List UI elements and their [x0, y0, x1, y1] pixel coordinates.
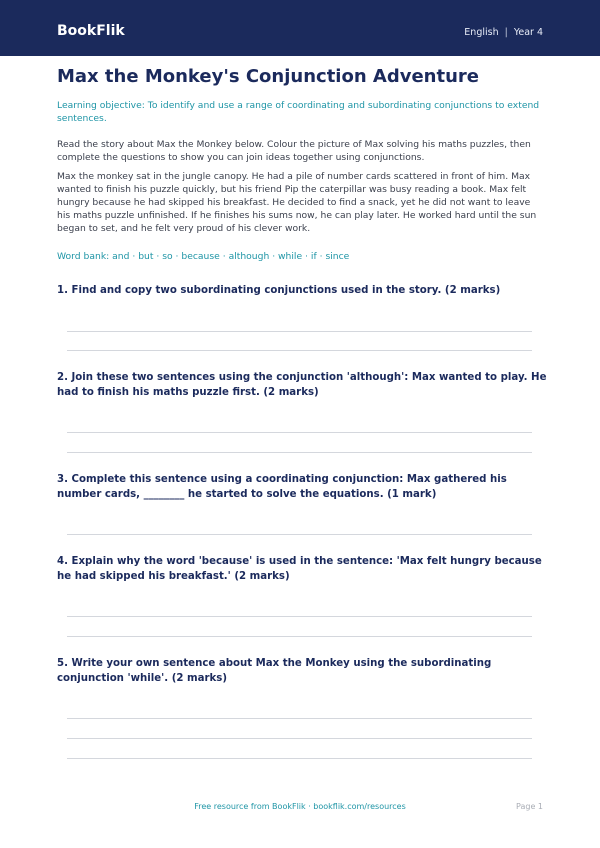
question-2: 2. Join these two sentences using the conjunction 'although': Max wanted to play. He had to finish his maths puzzle first. (2 marks) — [57, 372, 547, 398]
year-label: Year 4 — [513, 27, 543, 38]
brand-logo-text[interactable]: BookFlik — [57, 23, 125, 39]
page-title: Max the Monkey's Conjunction Adventure — [57, 66, 479, 87]
answer-line[interactable] — [67, 534, 532, 535]
instructions-text: Read the story about Max the Monkey below. Colour the picture of Max solving his maths puzzles, then complete the questions to show you can join ideas together using conjunctions. — [57, 139, 531, 163]
page-number: Page 1 — [516, 802, 543, 811]
answer-line[interactable] — [67, 331, 532, 332]
answer-line[interactable] — [67, 350, 532, 351]
answer-line[interactable] — [67, 636, 532, 637]
learning-objective: Learning objective: To identify and use a range of coordinating and subordinating conjunctions to extend sentences. — [57, 100, 540, 124]
question-1: 1. Find and copy two subordinating conjunctions used in the story. (2 marks) — [57, 285, 501, 296]
answer-line[interactable] — [67, 432, 532, 433]
answer-line[interactable] — [67, 616, 532, 617]
footer-resource-link[interactable]: Free resource from BookFlik · bookflik.com/resources — [194, 802, 406, 811]
word-bank: Word bank: and · but · so · because · although · while · if · since — [57, 251, 350, 262]
header-bar — [0, 0, 600, 56]
question-3: 3. Complete this sentence using a coordinating conjunction: Max gathered his number cards, ________ he started to solve the equations. (1 mark) — [57, 474, 507, 500]
meta-separator: | — [504, 27, 508, 38]
answer-line[interactable] — [67, 452, 532, 453]
question-5: 5. Write your own sentence about Max the Monkey using the subordinating conjunction 'while'. (2 marks) — [57, 658, 492, 684]
subject-meta — [464, 27, 543, 38]
answer-line[interactable] — [67, 718, 532, 719]
answer-line[interactable] — [67, 738, 532, 739]
subject-label: English — [464, 27, 499, 38]
question-4: 4. Explain why the word 'because' is used in the sentence: 'Max felt hungry because he had skipped his breakfast.' (2 marks) — [57, 556, 542, 582]
story-text: Max the monkey sat in the jungle canopy. He had a pile of number cards scattered in front of him. Max wanted to finish his puzzle quickly, but his friend Pip the caterpillar was busy reading a book. Max felt hungry because he had skipped his breakfast. He decided to find a snack, yet he did not want to leave his maths puzzle unfinished. If he finishes his sums now, he can play later. He worked hard until the sun began to set, and he felt very proud of his clever work. — [57, 171, 537, 234]
answer-line[interactable] — [67, 758, 532, 759]
